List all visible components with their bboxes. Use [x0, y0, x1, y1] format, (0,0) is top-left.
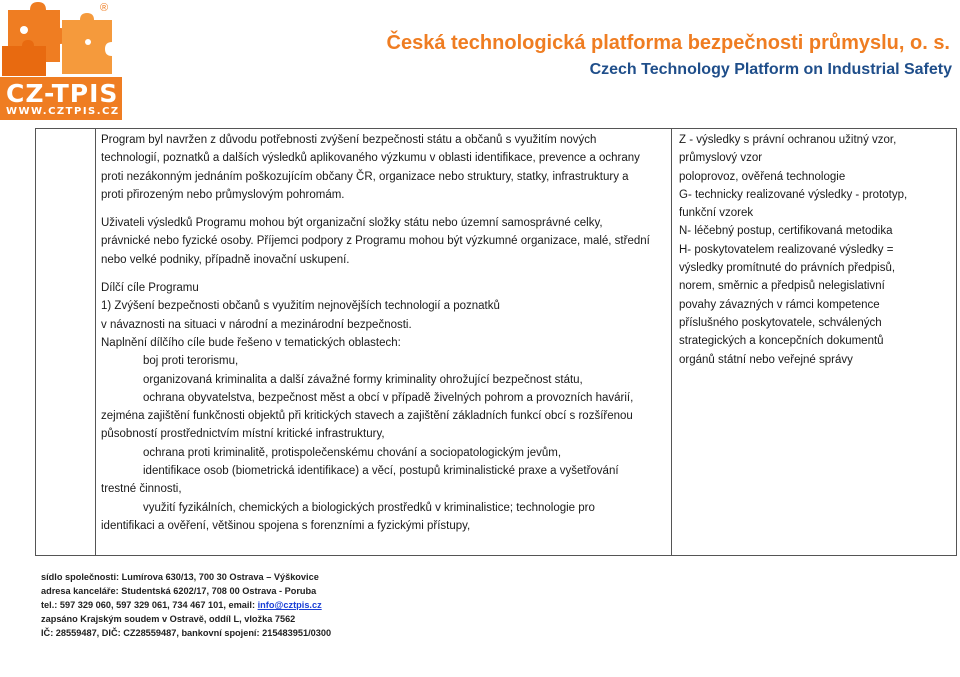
area-item: využití fyzikálních, chemických a biologických prostředků v kriminalistice; technologie pro — [143, 501, 595, 514]
footer-office: adresa kanceláře: Studentská 6202/17, 708 00 Ostrava - Poruba — [41, 586, 317, 597]
area-item: boj proti terorismu, — [143, 355, 239, 368]
result-line: N- léčebný postup, certifikovaná metodika — [679, 225, 893, 238]
text-line: v návaznosti na situaci v národní a mezinárodní bezpečnosti. — [101, 318, 412, 331]
company-footer — [41, 570, 331, 640]
result-line: příslušného poskytovatele, schválených — [679, 316, 882, 329]
text-line: Program byl navržen z důvodu potřebnosti zvýšení bezpečnosti státu a občanů s využitím nových — [101, 134, 597, 146]
result-line: norem, směrnic a předpisů nelegislativní — [679, 280, 885, 293]
table-column-divider-2 — [671, 128, 672, 555]
area-item: ochrana obyvatelstva, bezpečnost měst a obcí v případě živelných pohrom a provozních havárií, — [143, 391, 634, 404]
area-item-continuation: působností prostřednictvím místní kritické infrastruktury, — [101, 428, 385, 441]
result-line: povahy závazných v rámci kompetence — [679, 298, 880, 311]
text-line: proti přirozeným nebo průmyslovým pohromám. — [101, 188, 345, 201]
footer-contact — [41, 598, 331, 612]
header-title-czech: Česká technologická platforma bezpečnosti průmyslu, o. s. — [386, 32, 950, 54]
text-line: právnické nebo fyzické osoby. Příjemci podpory z Programu mohou být výzkumné organizace, malé, střední — [101, 235, 650, 248]
header-title-english: Czech Technology Platform on Industrial Safety — [589, 61, 952, 78]
text-line: Naplnění dílčího cíle bude řešeno v tematických oblastech: — [101, 336, 401, 349]
text-line: Uživateli výsledků Programu mohou být organizační složky státu nebo územní samosprávné celky, — [101, 217, 603, 230]
result-line: G- technicky realizované výsledky - prototyp, — [679, 188, 908, 201]
area-item-continuation: trestné činnosti, — [101, 483, 182, 496]
text-line: proti nezákonným jednáním poškozujícím občany ČR, organizace nebo struktury, statky, infrastruktury a — [101, 170, 629, 183]
footer-phones: tel.: 597 329 060, 597 329 061, 734 467 101, email: — [41, 600, 258, 611]
result-line: strategických a koncepčních dokumentů — [679, 335, 884, 348]
result-line: orgánů státní nebo veřejné správy — [679, 353, 853, 366]
footer-registration: zapsáno Krajským soudem v Ostravě, oddíl L, vložka 7562 — [41, 614, 296, 625]
area-item: organizovaná kriminalita a další závažné formy kriminality ohrožující bezpečnost státu, — [143, 373, 583, 386]
result-line: funkční vzorek — [679, 207, 754, 220]
logo-url: WWW.CZTPIS.CZ — [6, 106, 120, 117]
logo-name: CZ-TPIS — [6, 79, 119, 108]
table-right-border — [956, 128, 957, 555]
result-line: H- poskytovatelem realizované výsledky = — [679, 243, 894, 256]
subheading: Dílčí cíle Programu — [101, 282, 199, 295]
table-top-border — [35, 128, 957, 129]
text-line: technologií, poznatků a dalších výsledků aplikovaného výzkumu v oblasti identifikace, prevence a ochrany — [101, 152, 640, 165]
table-bottom-border — [35, 555, 957, 556]
area-item: identifikace osob (biometrická identifikace) a věcí, postupů kriminalistické praxe a vyšetřování — [143, 465, 619, 478]
area-item: ochrana proti kriminalitě, protispolečenskému chování a sociopatologickým jevům, — [143, 446, 562, 459]
result-line: výsledky promítnuté do právních předpisů, — [679, 262, 896, 275]
area-item-continuation: identifikaci a ověření, většinou spojena s forenzními a fyzickými přístupy, — [101, 519, 471, 532]
result-line: Z - výsledky s právní ochranou užitný vzor, — [679, 134, 897, 146]
footer-ids: IČ: 28559487, DIČ: CZ28559487, bankovní spojení: 215483951/0300 — [41, 628, 332, 639]
result-line: poloprovoz, ověřená technologie — [679, 170, 846, 183]
text-line: nebo velké podniky, případně inovační uskupení. — [101, 253, 350, 266]
email-link[interactable]: info@cztpis.cz — [257, 600, 322, 611]
program-description — [101, 131, 669, 535]
table-left-border — [35, 128, 36, 555]
footer-seat: sídlo společnosti: Lumírova 630/13, 700 30 Ostrava – Výškovice — [41, 572, 319, 582]
cztpis-logo — [0, 0, 122, 120]
table-column-divider-1 — [95, 128, 96, 555]
logo-banner — [0, 77, 122, 120]
result-line: průmyslový vzor — [679, 152, 763, 165]
registered-mark: ® — [100, 2, 109, 14]
area-item-continuation: zejména zajištění funkčnosti objektů při kritických stavech a zajištění základních funkcí obcí s rozšířenou — [101, 410, 633, 423]
text-line: 1) Zvýšení bezpečnosti občanů s využitím nejnovějších technologií a poznatků — [101, 300, 500, 313]
result-types-column — [679, 131, 954, 369]
